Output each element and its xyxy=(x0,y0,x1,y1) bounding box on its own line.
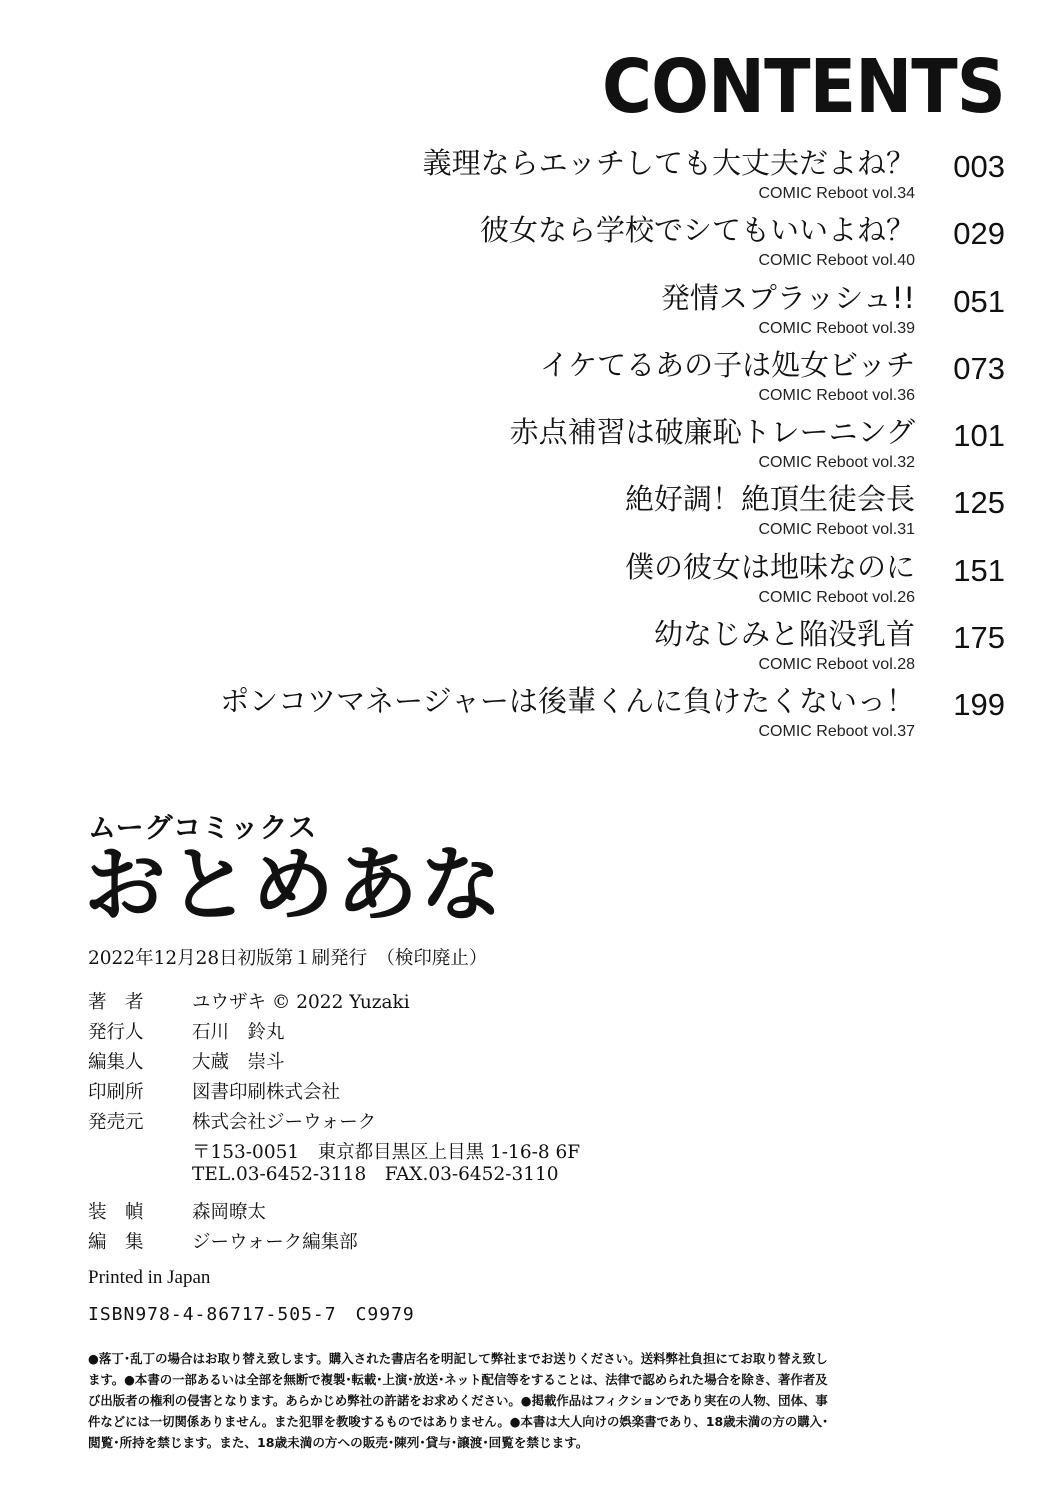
toc-entry xyxy=(0,544,1063,611)
toc-page-number: 175 xyxy=(953,620,1005,656)
toc-title: 僕の彼女は地味なのに xyxy=(624,549,915,584)
notice-line: ●落丁･乱丁の場合はお取り替え致します。購入された書店名を明記して弊社までお送りください。送料弊社負担にてお取り替え致し xyxy=(88,1351,828,1366)
toc-source: COMIC Reboot vol.31 xyxy=(758,521,915,539)
printed-in: Printed in Japan xyxy=(88,1267,211,1288)
toc-title: ポンコツマネージャーは後輩くんに負けたくないっ！ xyxy=(220,684,915,719)
notice-line: び出版者の権利の侵害となります。あらかじめ弊社の許諾をお求めください。●掲載作品はフィクションであり実在の人物、団体、事 xyxy=(88,1393,828,1408)
toc-entry xyxy=(0,678,1063,745)
publication-date: 2022年12月28日初版第１刷発行 （検印廃止） xyxy=(88,948,488,969)
notice-line: ます。●本書の一部あるいは全部を無断で複製･転載･上演･放送･ネット配信等をすることは、法律で認められた場合を除き、著作者及 xyxy=(88,1372,828,1387)
colophon-label: 編集人 xyxy=(88,1052,144,1073)
toc-title: 義理ならエッチしても大丈夫だよね？ xyxy=(422,146,915,180)
toc-title: 発情スプラッシュ!! xyxy=(660,280,915,315)
colophon-value: 図書印刷株式会社 xyxy=(192,1082,341,1103)
toc-source: COMIC Reboot vol.36 xyxy=(758,386,915,404)
colophon-label: 発行人 xyxy=(88,1022,144,1043)
toc-entry xyxy=(0,140,1063,207)
toc-page-number: 199 xyxy=(953,687,1005,723)
toc-source: COMIC Reboot vol.37 xyxy=(758,723,915,741)
seller-tel-fax: TEL.03-6452-3118 FAX.03-6452-3110 xyxy=(192,1164,559,1185)
colophon-value: ユウザキ © 2022 Yuzaki xyxy=(192,992,410,1013)
toc-entry xyxy=(0,611,1063,678)
toc-source: COMIC Reboot vol.32 xyxy=(758,454,915,472)
colophon-value: 株式会社ジーウォーク xyxy=(192,1112,377,1133)
toc-page-number: 003 xyxy=(953,149,1005,184)
toc-title: 幼なじみと陥没乳首 xyxy=(653,617,915,652)
colophon-value: 石川 鈴丸 xyxy=(192,1022,285,1043)
book-title: おとめあな xyxy=(84,838,505,933)
toc-source: COMIC Reboot vol.34 xyxy=(758,185,915,202)
toc-title: 赤点補習は破廉恥トレーニング xyxy=(509,415,915,450)
colophon-label: 発売元 xyxy=(88,1112,144,1133)
toc-page-number: 051 xyxy=(953,283,1005,319)
toc-source: COMIC Reboot vol.40 xyxy=(758,252,915,270)
legal-notice xyxy=(88,1348,828,1453)
toc-page-number: 029 xyxy=(953,216,1005,252)
toc-title: イケてるあの子は処女ビッチ xyxy=(539,347,915,382)
contents-heading: CONTENTS xyxy=(602,44,1005,130)
seller-address: 〒153-0051 東京都目黒区上目黒 1-16-8 6F xyxy=(192,1142,581,1163)
toc-source: COMIC Reboot vol.39 xyxy=(758,319,915,337)
table-of-contents xyxy=(0,140,1063,746)
colophon-label: 著 者 xyxy=(88,992,144,1013)
isbn: ISBN978-4-86717-505-7 C9979 xyxy=(88,1304,415,1325)
toc-entry xyxy=(0,342,1063,409)
toc-title: 彼女なら学校でシてもいいよね？ xyxy=(479,213,915,248)
colophon-label: 装 幀 xyxy=(88,1202,144,1223)
colophon-value: 森岡暸太 xyxy=(192,1202,267,1223)
colophon-value: ジーウォーク編集部 xyxy=(192,1232,358,1253)
toc-page-number: 151 xyxy=(953,552,1005,588)
toc-source: COMIC Reboot vol.28 xyxy=(758,656,915,674)
toc-source: COMIC Reboot vol.26 xyxy=(758,588,915,606)
toc-page-number: 125 xyxy=(953,485,1005,521)
notice-line: 閲覧･所持を禁じます。また、18歳未満の方への販売･陳列･貸与･譲渡･回覧を禁じます。 xyxy=(88,1435,589,1450)
toc-title: 絶好調！絶頂生徒会長 xyxy=(624,482,915,517)
toc-page-number: 101 xyxy=(953,418,1005,454)
toc-entry xyxy=(0,207,1063,274)
toc-entry xyxy=(0,275,1063,342)
toc-entry xyxy=(0,476,1063,543)
toc-entry xyxy=(0,409,1063,476)
toc-page-number: 073 xyxy=(953,350,1005,386)
notice-line: 件などには一切関係ありません。また犯罪を教唆するものではありません。●本書は大人向けの娯楽書であり、18歳未満の方の購入･ xyxy=(88,1414,829,1429)
label-brand: ムーグコミックス xyxy=(88,811,318,844)
colophon-label: 印刷所 xyxy=(88,1082,144,1103)
colophon-value: 大蔵 崇斗 xyxy=(192,1052,285,1073)
colophon-label: 編 集 xyxy=(88,1232,144,1253)
